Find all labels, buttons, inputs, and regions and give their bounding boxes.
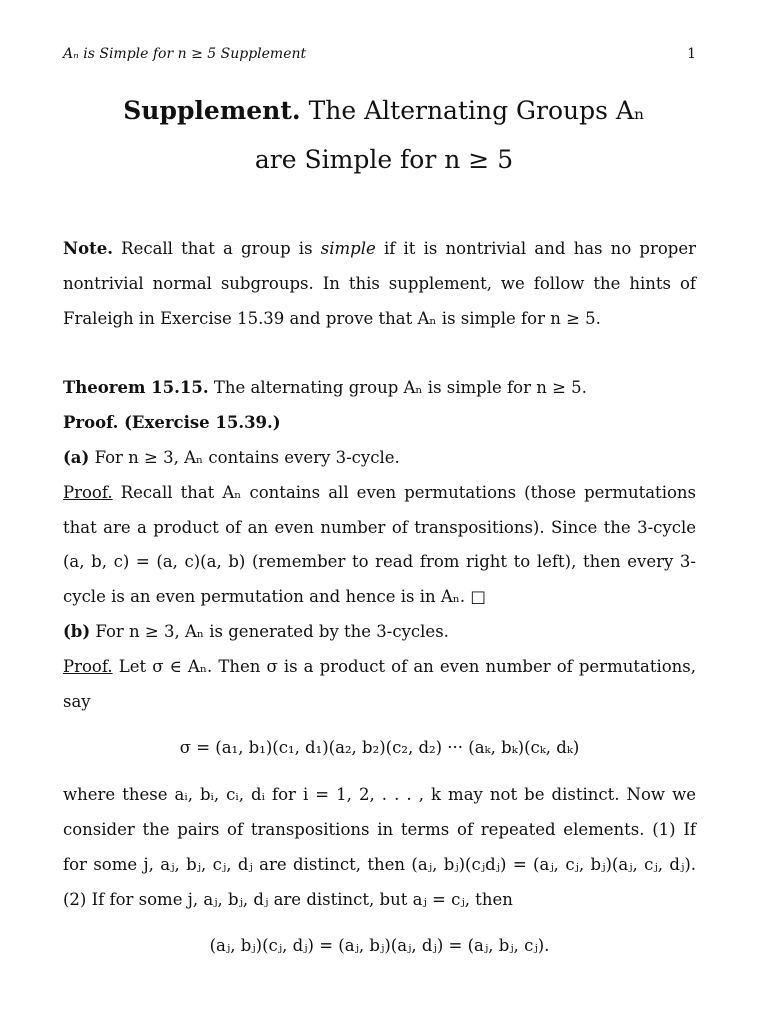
part-a-text: For n ≥ 3, Aₙ contains every 3-cycle. bbox=[94, 447, 400, 467]
title-line-1-rest: The Alternating Groups Aₙ bbox=[308, 96, 645, 125]
title-line-2: are Simple for n ≥ 5 bbox=[254, 145, 514, 174]
note-text-a: Recall that a group is bbox=[121, 239, 313, 258]
page-title bbox=[0, 86, 768, 184]
display-equation-1: σ = (a₁, b₁)(c₁, d₁)(a₂, b₂)(c₂, d₂) ··· (aₖ, bₖ)(cₖ, dₖ) bbox=[179, 738, 580, 758]
title-line-1 bbox=[0, 86, 768, 135]
running-header bbox=[63, 46, 696, 62]
part-a-proof-text: Recall that Aₙ contains all even permutations (those permutations that are a product of an even number of transpositions). Since the 3-cycle (a, b, c) = (a, c)(a, b) (remember to read from right to left), then every 3-cycle is an even permutation and hence is in Aₙ. bbox=[63, 482, 696, 607]
part-b-proof-text: Let σ ∈ Aₙ. Then σ is a product of an even number of permutations, say bbox=[63, 656, 696, 711]
part-b-label: (b) bbox=[63, 621, 91, 641]
running-title: Aₙ is Simple for n ≥ 5 Supplement bbox=[63, 46, 307, 62]
title-bold: Supplement. bbox=[123, 96, 301, 125]
page-number: 1 bbox=[687, 46, 696, 62]
document-body bbox=[63, 232, 696, 976]
part-a-label: (a) bbox=[63, 447, 90, 467]
theorem-label: Theorem 15.15. bbox=[63, 378, 209, 398]
theorem-statement bbox=[63, 371, 696, 406]
part-a-statement bbox=[63, 441, 696, 476]
note-text-b: if it is nontrivial and has no proper nontrivial normal subgroups. In this supplement, we follow the hints of Fraleigh in Exercise 15.39 and prove that Aₙ is simple for n ≥ 5. bbox=[63, 239, 697, 328]
note-paragraph bbox=[63, 232, 696, 336]
part-b-text: For n ≥ 3, Aₙ is generated by the 3-cycles. bbox=[95, 621, 449, 641]
qed-symbol: □ bbox=[470, 587, 486, 607]
note-label: Note. bbox=[63, 239, 113, 258]
section-spacer bbox=[63, 336, 696, 371]
note-emph: simple bbox=[320, 239, 376, 258]
display-equation-2: (aⱼ, bⱼ)(cⱼ, dⱼ) = (aⱼ, bⱼ)(aⱼ, dⱼ) = (aⱼ, bⱼ, cⱼ). bbox=[209, 936, 550, 956]
part-a-proof bbox=[63, 476, 696, 615]
part-b-paragraph-2: where these aᵢ, bᵢ, cᵢ, dᵢ for i = 1, 2, . . . , k may not be distinct. Now we consider the pairs of transpositions in terms of repeated elements. (1) If for some j, aⱼ, bⱼ, cⱼ, dⱼ are distinct, then (aⱼ, bⱼ)(cⱼdⱼ) = (aⱼ, cⱼ, bⱼ)(aⱼ, cⱼ, dⱼ). (2) If for some j, aⱼ, bⱼ, dⱼ are distinct, but aⱼ = cⱼ, then bbox=[63, 785, 696, 909]
part-b-proof bbox=[63, 650, 696, 720]
part-b-statement bbox=[63, 615, 696, 650]
proof-heading: Proof. (Exercise 15.39.) bbox=[63, 413, 281, 433]
part-b-proof-label: Proof. bbox=[63, 656, 113, 676]
part-a-proof-label: Proof. bbox=[63, 482, 113, 502]
theorem-text: The alternating group Aₙ is simple for n ≥ 5. bbox=[213, 378, 587, 398]
